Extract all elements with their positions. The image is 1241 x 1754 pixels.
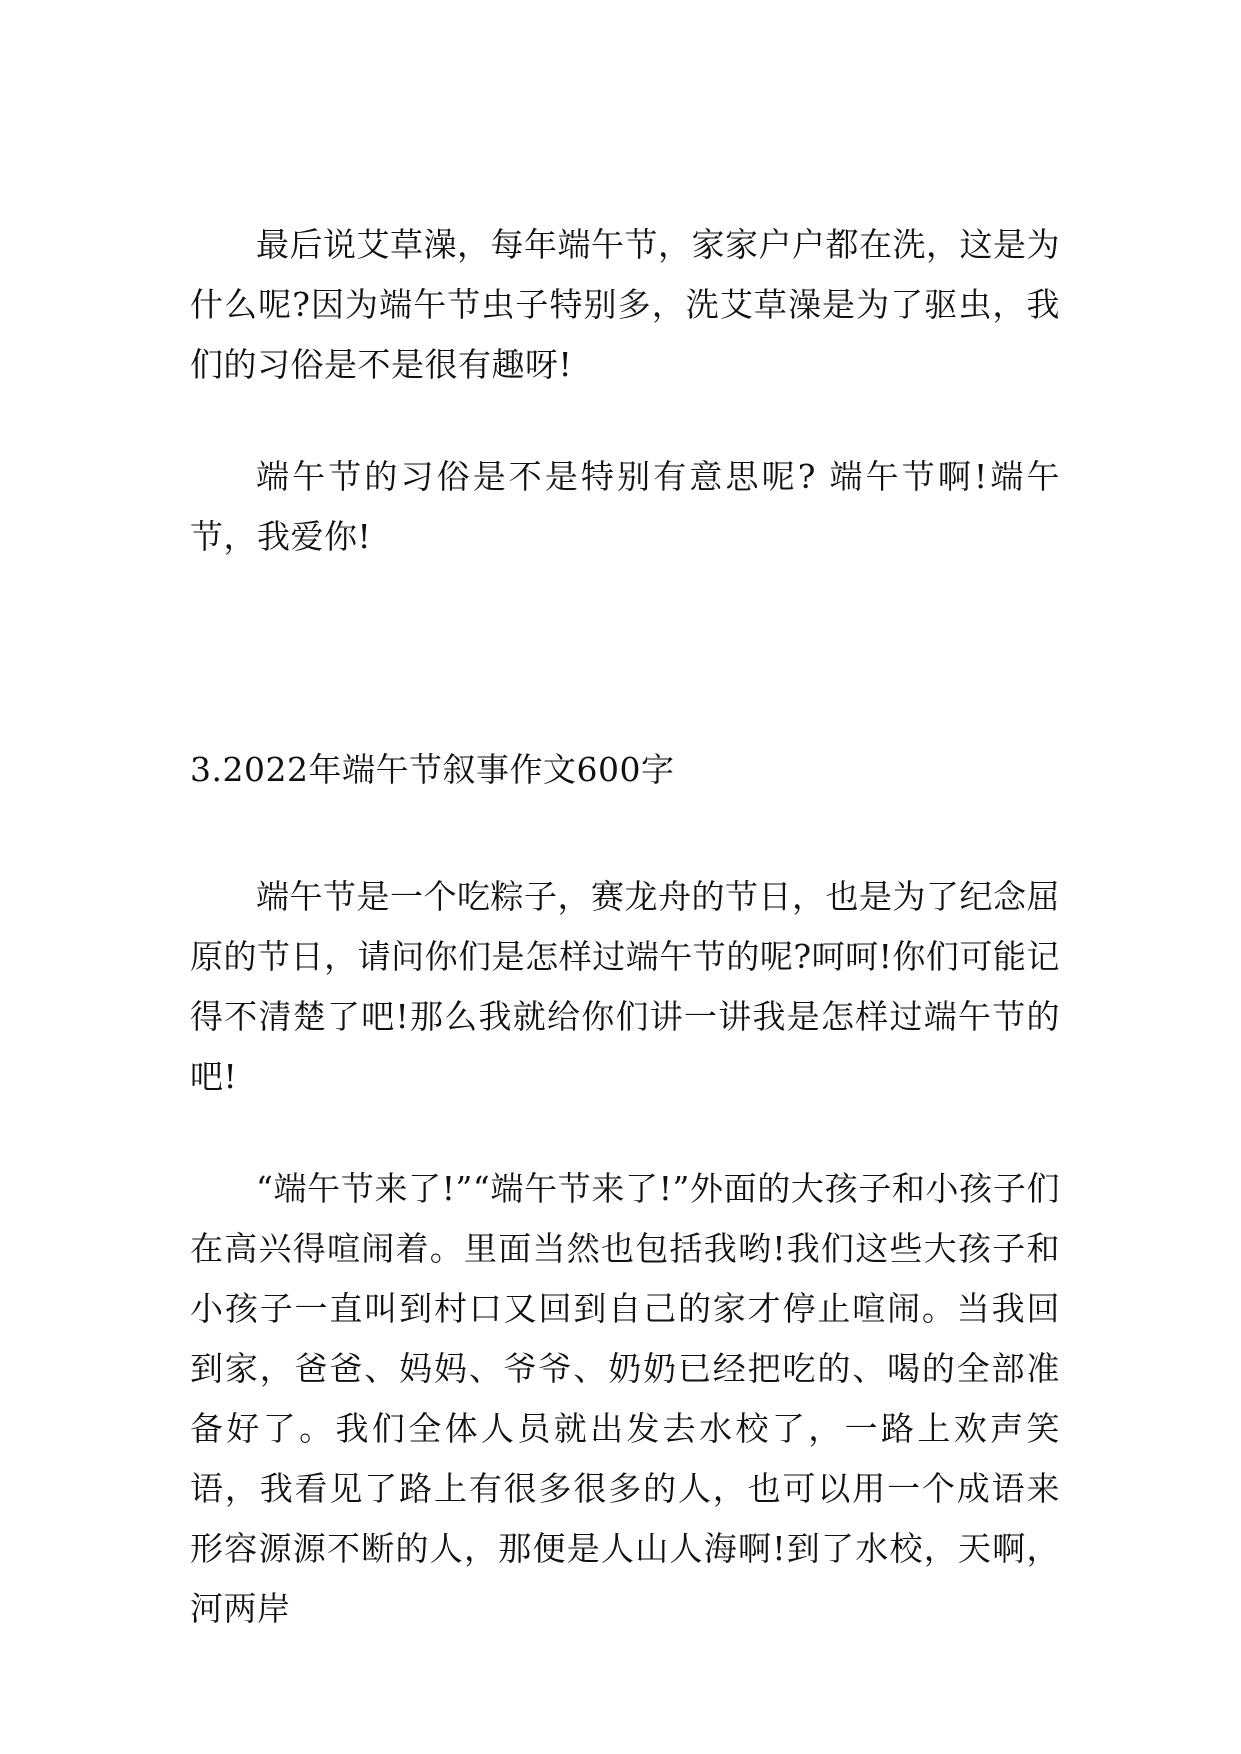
paragraph-customs-summary xyxy=(190,447,1060,567)
paragraph-narrative xyxy=(190,1159,1060,1639)
section-heading xyxy=(190,740,1060,800)
paragraph-text: 最后说艾草澡，每年端午节，家家户户都在洗，这是为什么呢?因为端午节虫子特别多，洗艾草澡是为了驱虫，我们的习俗是不是很有趣呀! xyxy=(190,225,1060,384)
section-heading-text: 3.2022年端午节叙事作文600字 xyxy=(190,750,675,789)
paragraph-text: “端午节来了!”“端午节来了!”外面的大孩子和小孩子们在高兴得喧闹着。里面当然也包括我哟!我们这些大孩子和小孩子一直叫到村口又回到自己的家才停止喧闹。当我回到家，爸爸、妈妈、爷爷、奶奶已经把吃的、喝的全部准备好了。我们全体人员就出发去水校了，一路上欢声笑语，我看见了路上有很多很多的人，也可以用一个成语来形容源源不断的人，那便是人山人海啊!到了水校，天啊，河两岸 xyxy=(190,1169,1060,1628)
paragraph-intro xyxy=(190,867,1060,1107)
paragraph-ai-cao-bath xyxy=(190,215,1060,395)
paragraph-text: 端午节的习俗是不是特别有意思呢? 端午节啊!端午节，我爱你! xyxy=(190,457,1060,556)
paragraph-text: 端午节是一个吃粽子，赛龙舟的节日，也是为了纪念屈原的节日，请问你们是怎样过端午节的呢?呵呵!你们可能记得不清楚了吧!那么我就给你们讲一讲我是怎样过端午节的吧! xyxy=(190,877,1060,1096)
